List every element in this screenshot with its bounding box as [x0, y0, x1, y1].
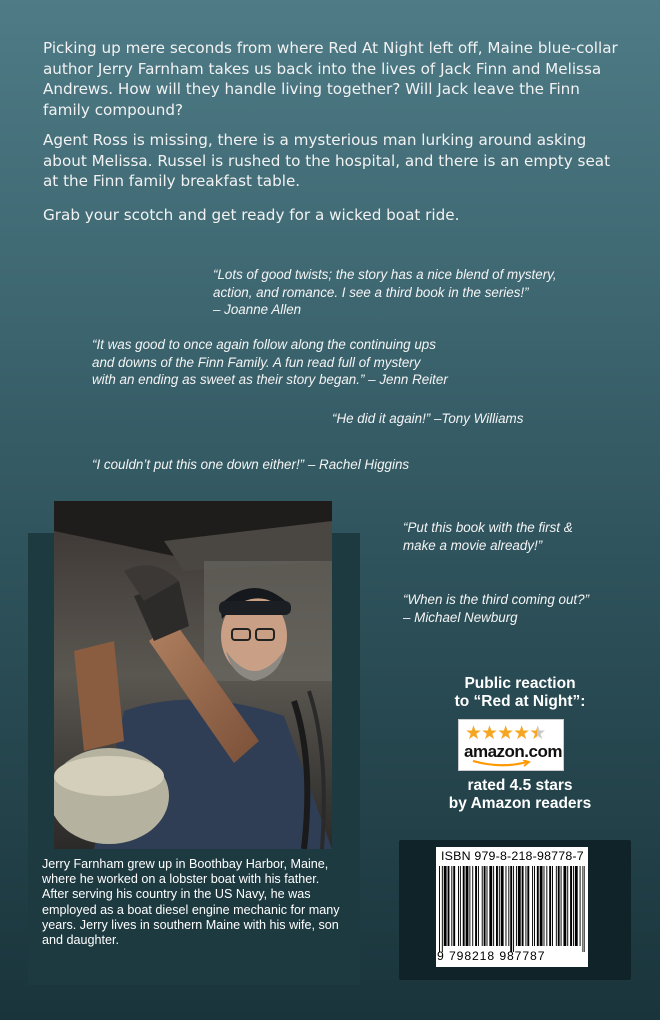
quote-line: make a movie already!” [403, 537, 543, 553]
author-bio: Jerry Farnham grew up in Boothbay Harbor, Maine, where he worked on a lobster boat with his father. After serving his country in the US Navy, he was employed as a boat diesel engine mechanic for many years. Jerry lives in southern Maine with his wife, son and daughter. [42, 857, 340, 948]
rating-line-1: rated 4.5 stars [467, 777, 573, 794]
star-icon: ★ [513, 722, 530, 744]
barcode-digits: 9 798218 987787 [437, 949, 546, 963]
review-quote-jenn [92, 336, 448, 389]
rating-line-2: by Amazon readers [448, 795, 592, 812]
reaction-heading [420, 675, 620, 711]
quote-line: “It was good to once again follow along the continuing ups [92, 337, 436, 352]
review-quote-movie [403, 519, 573, 554]
author-photo-illustration [54, 501, 332, 849]
review-quote-michael [403, 591, 589, 626]
amazon-rating-badge [458, 719, 564, 771]
star-icon: ★ [497, 722, 514, 744]
quote-line: “Lots of good twists; the story has a nice blend of mystery, [213, 267, 557, 282]
star-icon: ★ [481, 722, 498, 744]
reaction-line-2: to “Red at Night”: [454, 693, 586, 710]
blurb-paragraph-3: Grab your scotch and get ready for a wicked boat ride. [43, 206, 460, 224]
quote-line: “He did it again!” –Tony Williams [332, 411, 524, 426]
amazon-logo-text: amazon.com [464, 742, 562, 761]
isbn-number: ISBN 979-8-218-98778-7 [441, 849, 584, 863]
author-photo [54, 501, 332, 849]
half-star-icon: ★ [529, 722, 546, 744]
review-quote-rachel [92, 456, 409, 474]
review-quote-joanne [213, 266, 557, 319]
star-rating [465, 722, 545, 744]
reaction-line-1: Public reaction [464, 675, 576, 692]
quote-line: “When is the third coming out?” [403, 592, 590, 607]
review-quote-tony [332, 410, 523, 428]
amazon-smile-icon [471, 760, 531, 768]
quote-line: – Joanne Allen [213, 302, 302, 317]
quote-line: action, and romance. I see a third book in the series!” [213, 284, 529, 300]
star-icon: ★ [465, 722, 482, 744]
quote-line: “I couldn’t put this one down either!” – Rachel Higgins [92, 457, 410, 472]
quote-line: with an ending as sweet as their story began.” – Jenn Reiter [92, 372, 448, 387]
blurb-paragraph-1: Picking up mere seconds from where Red At Night left off, Maine blue-collar author Jerry Farnham takes us back into the lives of Jack Finn and Melissa Andrews. How will they handle living together? Will Jack leave the Finn family compound? [43, 39, 618, 119]
rating-summary [420, 777, 620, 813]
quote-line: “Put this book with the first & [403, 520, 573, 535]
barcode-icon [439, 866, 585, 952]
quote-line: – Michael Newburg [403, 609, 518, 625]
quote-line: and downs of the Finn Family. A fun read full of mystery [92, 354, 421, 370]
blurb-paragraph-2: Agent Ross is missing, there is a mysterious man lurking around asking about Melissa. Russel is rushed to the hospital, and there is an empty seat at the Finn family breakfast table. [43, 131, 611, 190]
